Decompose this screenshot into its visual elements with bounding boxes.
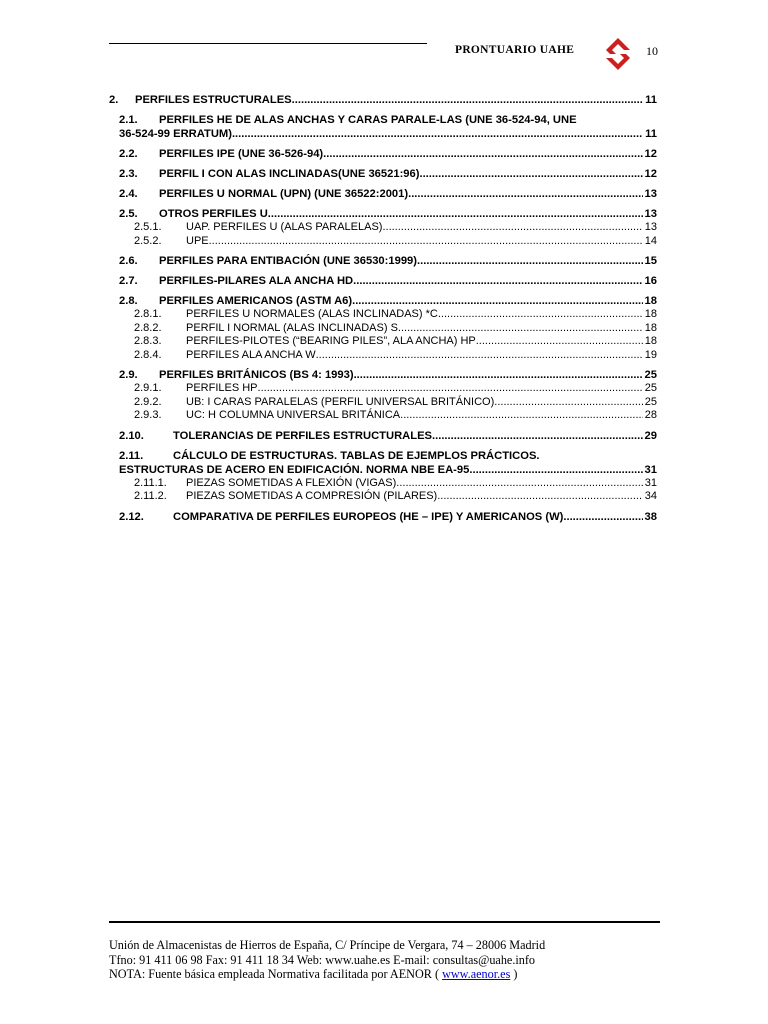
toc-entry-2-11-2[interactable]: 2.11.2. PIEZAS SOMETIDAS A COMPRESIÓN (PILARES) ..... 34	[109, 490, 657, 504]
dot-leader	[396, 477, 642, 491]
table-of-contents	[109, 93, 657, 524]
dot-leader	[494, 396, 642, 410]
dot-leader	[408, 187, 642, 201]
toc-entry-2-9[interactable]: 2.9. PERFILES BRITÁNICOS (BS 4: 1993) ..... 25	[109, 368, 657, 382]
dot-leader	[353, 274, 642, 288]
header-rule	[109, 43, 427, 44]
toc-entry-2-6[interactable]: 2.6. PERFILES PARA ENTIBACIÓN (UNE 36530:1999) ..... 15	[109, 254, 657, 268]
toc-entry-2-11-1[interactable]: 2.11.1. PIEZAS SOMETIDAS A FLEXIÓN (VIGAS) ..... 31	[109, 477, 657, 491]
footer-note: NOTA: Fuente básica empleada Normativa facilitada por AENOR ( www.aenor.es )	[109, 967, 518, 981]
footer-address: Unión de Almacenistas de Hierros de España, C/ Príncipe de Vergara, 74 – 28006 Madrid	[109, 938, 546, 952]
toc-entry-2-8-3[interactable]: 2.8.3. PERFILES-PILOTES (“BEARING PILES”, ALA ANCHA) HP ..... 18	[109, 335, 657, 349]
dot-leader	[354, 368, 643, 382]
toc-entry-2-12[interactable]: 2.12. COMPARATIVA DE PERFILES EUROPEOS (HE – IPE) Y AMERICANOS (W) ..... 38	[109, 510, 657, 524]
dot-leader	[476, 335, 643, 349]
toc-entry-2-5[interactable]: 2.5. OTROS PERFILES U ..... 13	[109, 207, 657, 221]
toc-entry-2-2[interactable]: 2.2. PERFILES IPE (UNE 36-526-94) ..... 12	[109, 147, 657, 161]
toc-entry-2-7[interactable]: 2.7. PERFILES-PILARES ALA ANCHA HD ..... 16	[109, 274, 657, 288]
dot-leader	[563, 510, 642, 524]
toc-entry-2-3[interactable]: 2.3. PERFIL I CON ALAS INCLINADAS(UNE 36521:96) ..... 12	[109, 167, 657, 181]
toc-entry-2-11[interactable]: 2.11. CÁLCULO DE ESTRUCTURAS. TABLAS DE EJEMPLOS PRÁCTICOS. ESTRUCTURAS DE ACERO EN EDIFICACIÓN. NORMA NBE EA-95. ..... 31	[109, 449, 657, 477]
toc-entry-2-8-1[interactable]: 2.8.1. PERFILES U NORMALES (ALAS INCLINADAS) *C ..... 18	[109, 308, 657, 322]
dot-leader	[323, 147, 642, 161]
footer-contact: Tfno: 91 411 06 98 Fax: 91 411 18 34 Web: www.uahe.es E-mail: consultas@uahe.info	[109, 952, 536, 967]
toc-entry-2-9-3[interactable]: 2.9.3. UC: H COLUMNA UNIVERSAL BRITÁNICA ..... 28	[109, 409, 657, 423]
dot-leader	[268, 207, 643, 221]
page-number: 10	[646, 44, 658, 58]
dot-leader	[472, 463, 642, 477]
dot-leader	[382, 221, 642, 235]
dot-leader	[419, 167, 642, 181]
dot-leader	[432, 429, 643, 443]
toc-entry-2-8[interactable]: 2.8. PERFILES AMERICANOS (ASTM A6) ..... 18	[109, 294, 657, 308]
toc-entry-2-5-1[interactable]: 2.5.1. UAP. PERFILES U (ALAS PARALELAS) ..... 13	[109, 221, 657, 235]
dot-leader	[400, 409, 643, 423]
uahe-logo-icon	[600, 36, 636, 72]
toc-entry-2-1[interactable]: 2.1. PERFILES HE DE ALAS ANCHAS Y CARAS PARALE-LAS (UNE 36-524-94, UNE 36-524-99 ERRATUM) ..... 11	[109, 113, 657, 141]
toc-entry-2-9-2[interactable]: 2.9.2. UB: I CARAS PARALELAS (PERFIL UNIVERSAL BRITÁNICO) ..... 25	[109, 396, 657, 410]
dot-leader	[417, 254, 643, 268]
toc-entry-2[interactable]: 2. PERFILES ESTRUCTURALES ..... 11	[109, 93, 657, 107]
dot-leader	[258, 382, 643, 396]
toc-entry-2-4[interactable]: 2.4. PERFILES U NORMAL (UPN) (UNE 36522:2001) ..... 13	[109, 187, 657, 201]
aenor-link[interactable]: www.aenor.es	[442, 967, 511, 981]
header-title: PRONTUARIO UAHE	[455, 44, 575, 56]
toc-entry-2-10[interactable]: 2.10. TOLERANCIAS DE PERFILES ESTRUCTURALES ..... 29	[109, 429, 657, 443]
toc-entry-2-8-4[interactable]: 2.8.4. PERFILES ALA ANCHA W ..... 19	[109, 349, 657, 363]
dot-leader	[209, 235, 643, 249]
dot-leader	[316, 349, 643, 363]
dot-leader	[398, 322, 643, 336]
toc-entry-2-5-2[interactable]: 2.5.2. UPE ..... 14	[109, 235, 657, 249]
footer	[109, 938, 545, 982]
dot-leader	[437, 490, 643, 504]
dot-leader	[352, 294, 642, 308]
dot-leader	[292, 93, 644, 107]
dot-leader	[438, 308, 643, 322]
toc-entry-2-9-1[interactable]: 2.9.1. PERFILES HP ..... 25	[109, 382, 657, 396]
toc-entry-2-8-2[interactable]: 2.8.2. PERFIL I NORMAL (ALAS INCLINADAS) S ..... 18	[109, 322, 657, 336]
footer-rule	[109, 921, 660, 923]
dot-leader	[232, 127, 643, 141]
